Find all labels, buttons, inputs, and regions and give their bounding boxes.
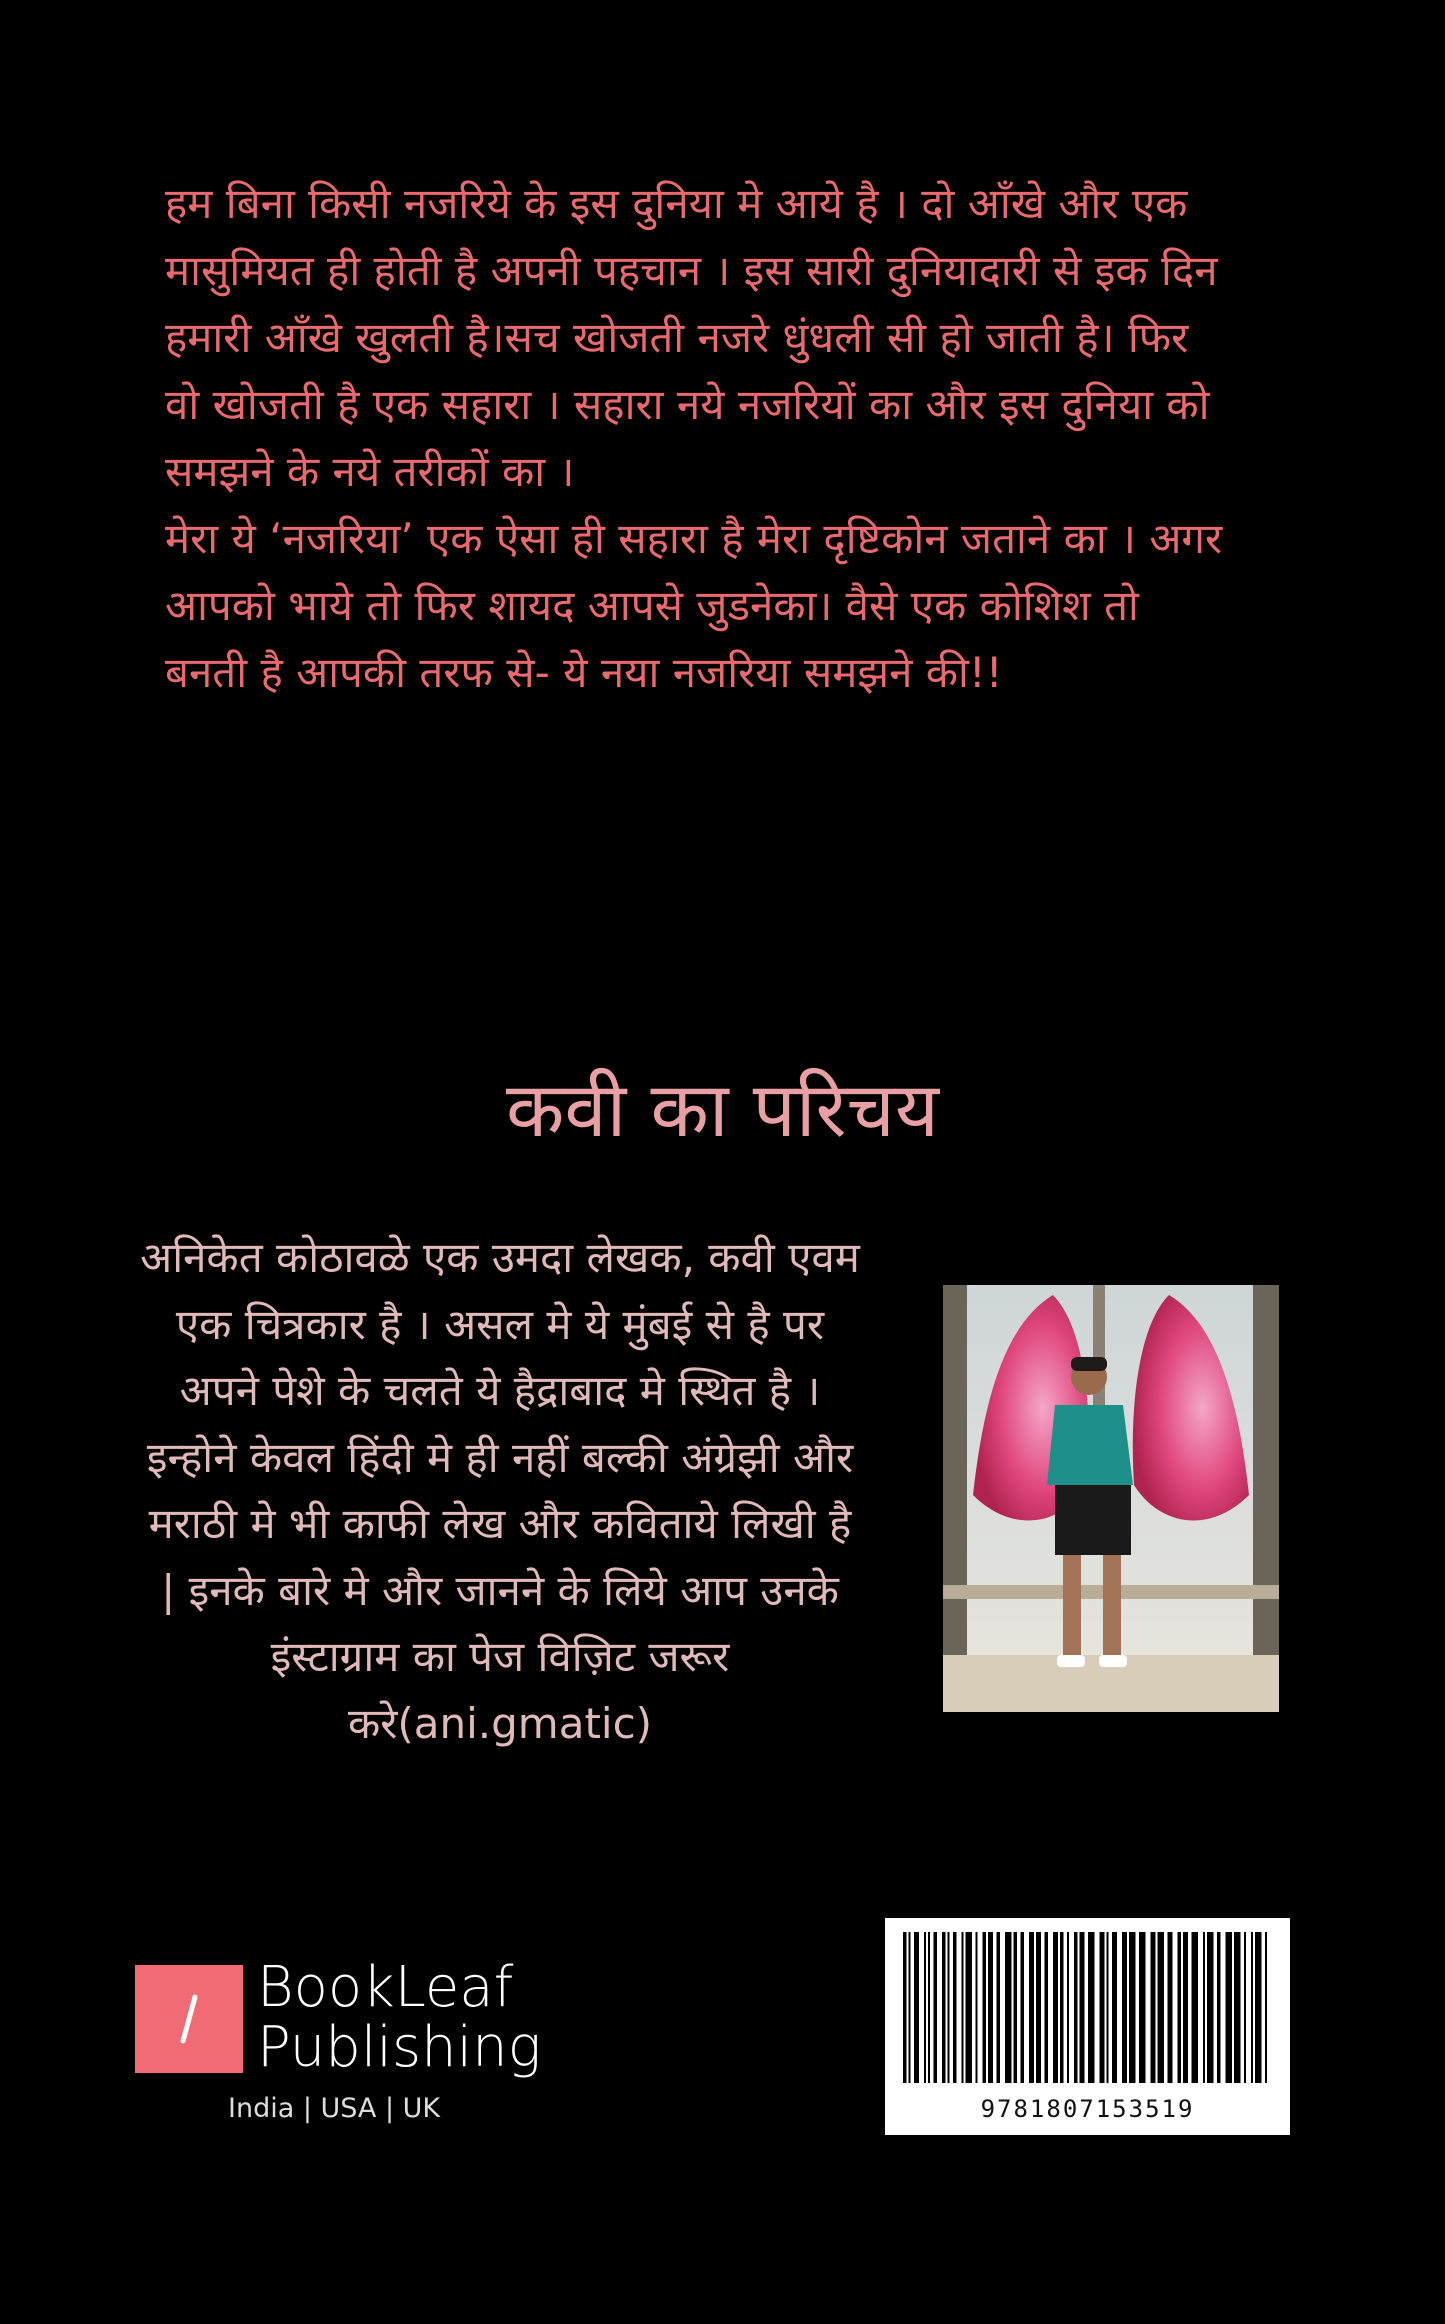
barcode-bar [1067,1932,1069,2083]
barcode-bar [1168,1932,1173,2083]
isbn-number: 9781807153519 [980,2095,1195,2123]
barcode-bar [1244,1932,1246,2083]
barcode-bar [1088,1932,1095,2083]
barcode-bar [1014,1932,1018,2083]
barcode-bar [1122,1932,1127,2083]
author-bio: अनिकेत कोठावळे एक उमदा लेखक, कवी एवम एक चित्रकार है । असल मे ये मुंबई से है पर अपने पेशे के चलते ये हैद्राबाद मे स्थित है । इन्होने केवल हिंदी मे ही नहीं बल्की अंग्रेझी और मराठी मे भी काफी लेख और कविताये लिखी है | इनके बारे मे और जानने के लिये आप उनके इंस्टाग्राम का पेज विज़िट जरूर करे(ani.gmatic) [140,1233,860,1748]
barcode-bar [1080,1932,1085,2083]
barcode-bar [1107,1932,1109,2083]
barcode-bar [1029,1932,1034,2083]
barcode-bar [1217,1932,1221,2083]
publisher-name-line1: BookLeaf [257,1955,514,2020]
barcode-bar [909,1932,911,2083]
barcode-bar [1265,1932,1267,2083]
barcode-bar [903,1932,907,2083]
barcode-bar [1045,1932,1049,2083]
author-section-title: कवी का परिचय [506,1065,939,1154]
barcode-bar [1178,1932,1182,2083]
author-photo [943,1285,1279,1712]
barcode-bar [1060,1932,1064,2083]
publisher-name-line2: Publishing [257,2015,542,2080]
barcode-bar [1053,1932,1058,2083]
barcode-bar [988,1932,993,2083]
barcode-bar [1192,1932,1199,2083]
barcode-bar [1251,1932,1253,2083]
barcode-bar [1255,1932,1262,2083]
barcode-bar [997,1932,1001,2083]
barcode-bar [953,1932,957,2083]
barcode-bar [1234,1932,1241,2083]
publisher-name [257,1955,542,2080]
publisher-regions: India | USA | UK [228,2093,441,2124]
publisher-logo [135,1965,243,2073]
barcode-bar [1151,1932,1156,2083]
barcode-bar [1203,1932,1205,2083]
barcode-bar [1074,1932,1078,2083]
blurb-paragraph-2: मेरा ये ‘नजरिया’ एक ऐसा ही सहारा है मेरा दृष्टिकोन जताने का । अगर आपको भाये तो फिर शायद आपसे जुडनेका। वैसे एक कोशिश तो बनती है आपकी तरफ से- ये नया नजरिया समझने की!! [165,514,1223,697]
barcode-bar [948,1932,950,2083]
barcode-bar [1100,1932,1105,2083]
barcode-bar [1021,1932,1025,2083]
barcode-bar [942,1932,946,2083]
blurb-paragraph-1: हम बिना किसी नजरिये के इस दुनिया मे आये है । दो आँखे और एक मासुमियत ही होती है अपनी पहचान । इस सारी दुनियादारी से इक दिन हमारी आँखे खुलती है।सच खोजती नजरे धुंधली सी हो जाती है। फिर वो खोजती है एक सहारा । सहारा नये नजरियों का और इस दुनिया को समझने के नये तरीकों का । [165,179,1218,496]
isbn-barcode [885,1918,1290,2135]
barcode-bar [1129,1932,1136,2083]
barcode-bar [966,1932,973,2083]
barcode-bar [1139,1932,1146,2083]
barcode-bar [1158,1932,1165,2083]
barcode-bar [976,1932,978,2083]
barcode-bar [1183,1932,1188,2083]
barcode-bar [914,1932,919,2083]
barcode-bar [1036,1932,1041,2083]
barcode-bar [1226,1932,1233,2083]
barcode-bar [1005,1932,1012,2083]
barcode-bar [924,1932,926,2083]
barcode-bar [934,1932,938,2083]
back-cover-blurb [165,170,1225,706]
barcode-bar [983,1932,987,2083]
barcode-bar [1112,1932,1117,2083]
barcode-bar [962,1932,964,2083]
barcode-bar [1207,1932,1214,2083]
barcode-bar [928,1932,930,2083]
